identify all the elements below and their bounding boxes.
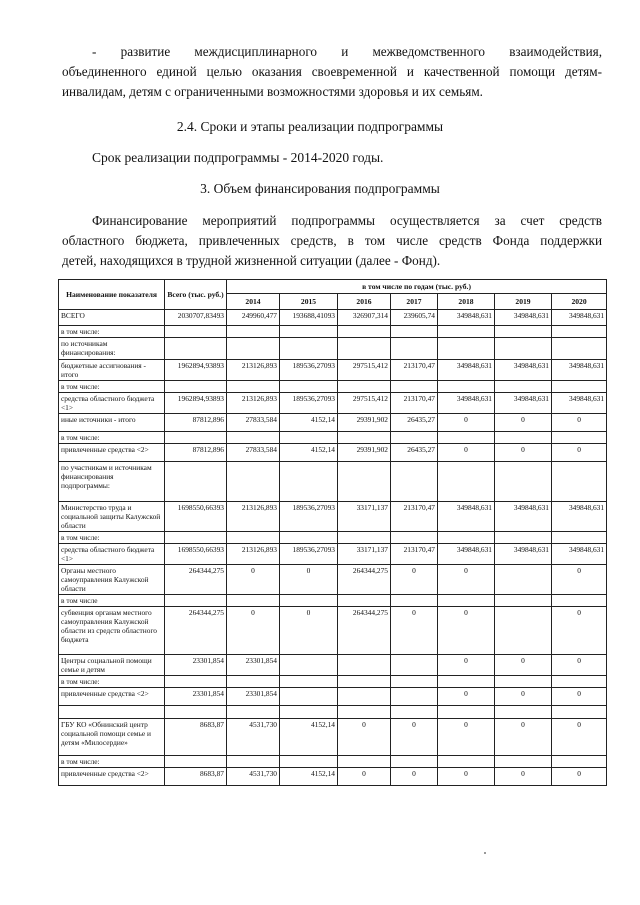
row-year-value: 349848,631 [495,310,552,326]
table-row [59,326,607,338]
row-year-value [391,432,438,444]
row-year-value [280,381,338,393]
row-year-value [227,595,280,607]
table-row [59,768,607,786]
row-year-value [280,462,338,502]
header-name: Наименование показателя [59,280,165,310]
row-year-value: 0 [438,768,495,786]
row-label: субвенция органам местного самоуправления Калужской области из средств областного бюджета [59,607,165,655]
row-year-value: 0 [280,607,338,655]
intro-paragraph [62,42,602,102]
row-label: Органы местного самоуправления Калужской области [59,565,165,595]
row-total: 8683,87 [165,719,227,756]
row-label: ВСЕГО [59,310,165,326]
table-row [59,444,607,462]
row-year-value: 0 [391,768,438,786]
row-year-value [227,462,280,502]
row-year-value: 0 [338,719,391,756]
row-year-value: 0 [552,688,607,706]
row-year-value: 0 [438,414,495,432]
finance-line-2: областного бюджета, привлеченных средств, в том числе средств Фонда поддержки [62,233,602,248]
table-row [59,338,607,360]
header-year: 2014 [227,294,280,310]
row-label: в том числе: [59,532,165,544]
row-total: 23301,854 [165,655,227,676]
row-year-value [338,326,391,338]
table-row [59,544,607,565]
row-year-value [552,676,607,688]
row-year-value [338,706,391,719]
row-total: 1962894,93893 [165,360,227,381]
row-year-value: 4152,14 [280,719,338,756]
row-year-value: 0 [438,719,495,756]
row-year-value [495,532,552,544]
row-year-value: 349848,631 [552,393,607,414]
row-year-value [338,688,391,706]
intro-line-2: объединенного единой целью оказания своевременной и качественной помощи детям- [62,64,602,79]
row-year-value [438,338,495,360]
row-year-value: 33171,137 [338,502,391,532]
row-year-value [495,676,552,688]
row-label: в том числе: [59,326,165,338]
row-year-value [438,462,495,502]
row-label: Министерство труда и социальной защиты Калужской области [59,502,165,532]
row-year-value [495,756,552,768]
row-total: 264344,275 [165,565,227,595]
row-year-value: 29391,902 [338,444,391,462]
row-year-value: 0 [552,565,607,595]
row-year-value [280,655,338,676]
header-year: 2018 [438,294,495,310]
row-year-value [227,381,280,393]
row-total: 23301,854 [165,688,227,706]
row-year-value [552,432,607,444]
row-total [165,326,227,338]
row-year-value [438,756,495,768]
row-total [165,595,227,607]
row-total [165,706,227,719]
row-total: 1962894,93893 [165,393,227,414]
row-year-value: 349848,631 [495,544,552,565]
header-by-years: в том числе по годам (тыс. руб.) [227,280,607,294]
table-row [59,719,607,756]
row-year-value: 0 [495,719,552,756]
row-label: средства областного бюджета <1> [59,393,165,414]
row-year-value [391,532,438,544]
row-year-value: 249960,477 [227,310,280,326]
row-year-value [338,432,391,444]
row-year-value: 297515,412 [338,360,391,381]
finance-paragraph [62,211,602,271]
table-row [59,393,607,414]
header-year: 2016 [338,294,391,310]
intro-line-1: - развитие междисциплинарного и межведомственного взаимодействия, [92,44,602,59]
header-total: Всего (тыс. руб.) [165,280,227,310]
row-year-value: 189536,27093 [280,544,338,565]
row-year-value: 33171,137 [338,544,391,565]
row-year-value: 349848,631 [552,360,607,381]
row-label [59,706,165,719]
row-year-value: 0 [338,768,391,786]
row-year-value: 0 [391,719,438,756]
row-year-value [280,338,338,360]
row-year-value [438,595,495,607]
section-heading-terms: 2.4. Сроки и этапы реализации подпрограммы [176,119,444,134]
row-year-value [391,706,438,719]
row-year-value [280,326,338,338]
row-year-value [227,532,280,544]
table-row [59,414,607,432]
table-row [59,432,607,444]
row-year-value [552,706,607,719]
row-year-value [495,706,552,719]
row-year-value: 27833,584 [227,414,280,432]
row-year-value: 213170,47 [391,393,438,414]
row-total [165,432,227,444]
table-row [59,502,607,532]
row-year-value [391,756,438,768]
row-year-value: 4152,14 [280,768,338,786]
row-label: по источникам финансирования: [59,338,165,360]
row-year-value: 0 [438,655,495,676]
row-year-value [552,462,607,502]
table-body [59,310,607,786]
row-year-value [552,338,607,360]
table-row [59,381,607,393]
row-total [165,462,227,502]
row-year-value [227,676,280,688]
row-year-value [391,338,438,360]
finance-line-1: Финансирование мероприятий подпрограммы осуществляется за счет средств [92,213,602,228]
row-year-value: 26435,27 [391,414,438,432]
header-year: 2017 [391,294,438,310]
table-row [59,565,607,595]
row-label: привлеченные средства <2> [59,688,165,706]
scan-speck [484,852,486,854]
row-year-value: 0 [552,768,607,786]
row-year-value [338,462,391,502]
row-year-value [391,326,438,338]
row-year-value: 349848,631 [495,360,552,381]
row-year-value: 193688,41093 [280,310,338,326]
row-year-value: 213170,47 [391,544,438,565]
row-total: 8683,87 [165,768,227,786]
row-year-value [338,595,391,607]
row-year-value: 0 [227,607,280,655]
row-year-value [438,676,495,688]
row-label: в том числе: [59,381,165,393]
row-label: средства областного бюджета <1> [59,544,165,565]
row-year-value [495,338,552,360]
row-year-value: 349848,631 [552,502,607,532]
row-label: в том числе: [59,432,165,444]
row-year-value: 0 [438,607,495,655]
table-row [59,655,607,676]
row-total [165,756,227,768]
row-year-value [438,326,495,338]
row-label: иные источники - итого [59,414,165,432]
row-year-value [495,432,552,444]
row-year-value [227,756,280,768]
row-year-value: 349848,631 [438,360,495,381]
row-label: ГБУ КО «Обнинский центр социальной помощи семье и детям «Милосердие» [59,719,165,756]
row-label: привлеченные средства <2> [59,444,165,462]
row-year-value: 349848,631 [438,310,495,326]
row-year-value: 213170,47 [391,502,438,532]
row-year-value: 0 [552,719,607,756]
finance-line-3: детей, находящихся в трудной жизненной ситуации (далее - Фонд). [62,253,441,268]
financing-table [58,279,607,786]
table-row [59,595,607,607]
row-year-value: 0 [391,565,438,595]
row-year-value: 349848,631 [495,393,552,414]
row-year-value: 264344,275 [338,607,391,655]
table-row [59,676,607,688]
table-row [59,360,607,381]
row-year-value [391,381,438,393]
row-year-value [280,532,338,544]
row-year-value [552,532,607,544]
row-label: в том числе [59,595,165,607]
header-year: 2015 [280,294,338,310]
row-year-value [438,432,495,444]
row-total: 2030707,83493 [165,310,227,326]
row-year-value [280,676,338,688]
row-year-value [495,607,552,655]
row-year-value: 297515,412 [338,393,391,414]
row-year-value: 239605,74 [391,310,438,326]
row-year-value: 23301,854 [227,688,280,706]
row-year-value: 0 [552,444,607,462]
row-label: бюджетные ассигнования - итого [59,360,165,381]
row-year-value: 326907,314 [338,310,391,326]
table-row [59,310,607,326]
row-year-value [338,655,391,676]
row-year-value: 349848,631 [552,310,607,326]
table-row [59,688,607,706]
row-year-value: 29391,902 [338,414,391,432]
table-row [59,706,607,719]
row-year-value: 349848,631 [438,502,495,532]
row-label: в том числе: [59,756,165,768]
row-year-value: 0 [495,444,552,462]
row-total: 87812,896 [165,414,227,432]
row-year-value [227,338,280,360]
row-year-value [338,338,391,360]
row-label: привлеченные средства <2> [59,768,165,786]
row-year-value [495,326,552,338]
row-year-value [495,595,552,607]
row-year-value [552,595,607,607]
row-year-value [338,532,391,544]
row-year-value [438,381,495,393]
row-year-value: 27833,584 [227,444,280,462]
row-total: 87812,896 [165,444,227,462]
table-row [59,756,607,768]
row-label: Центры социальной помощи семье и детям [59,655,165,676]
table-row [59,462,607,502]
row-year-value [391,462,438,502]
row-year-value [338,381,391,393]
header-year: 2020 [552,294,607,310]
row-total [165,532,227,544]
row-year-value [338,676,391,688]
row-year-value: 0 [391,607,438,655]
row-year-value: 0 [495,414,552,432]
row-year-value: 213126,893 [227,544,280,565]
header-year: 2019 [495,294,552,310]
row-total: 1698550,66393 [165,544,227,565]
row-year-value [495,565,552,595]
row-year-value: 213126,893 [227,360,280,381]
row-year-value [391,655,438,676]
row-year-value [391,688,438,706]
row-year-value [280,432,338,444]
row-total [165,338,227,360]
row-year-value: 189536,27093 [280,502,338,532]
row-year-value: 189536,27093 [280,360,338,381]
row-year-value [280,756,338,768]
row-year-value: 0 [495,655,552,676]
row-year-value: 26435,27 [391,444,438,462]
row-total [165,676,227,688]
row-year-value: 0 [495,768,552,786]
row-year-value: 349848,631 [438,544,495,565]
row-year-value: 349848,631 [552,544,607,565]
row-year-value [495,381,552,393]
row-year-value [227,432,280,444]
row-year-value [391,676,438,688]
row-total: 264344,275 [165,607,227,655]
row-year-value: 0 [438,688,495,706]
row-total: 1698550,66393 [165,502,227,532]
row-year-value: 189536,27093 [280,393,338,414]
row-year-value [552,326,607,338]
row-year-value: 213126,893 [227,502,280,532]
row-total [165,381,227,393]
row-year-value [338,756,391,768]
row-year-value: 0 [552,655,607,676]
row-label: по участникам и источникам финансирования подпрограммы: [59,462,165,502]
row-year-value [552,381,607,393]
row-year-value: 0 [227,565,280,595]
row-year-value [552,756,607,768]
row-year-value: 4531,730 [227,719,280,756]
row-year-value [280,595,338,607]
row-year-value [438,706,495,719]
row-year-value [227,326,280,338]
section-heading-finance: 3. Объем финансирования подпрограммы [200,181,440,196]
row-year-value: 0 [438,444,495,462]
row-year-value: 0 [280,565,338,595]
row-year-value [227,706,280,719]
row-year-value [495,462,552,502]
row-year-value: 213170,47 [391,360,438,381]
row-year-value: 349848,631 [438,393,495,414]
row-year-value: 264344,275 [338,565,391,595]
row-year-value: 23301,854 [227,655,280,676]
row-year-value [280,688,338,706]
row-year-value: 349848,631 [495,502,552,532]
intro-line-3: инвалидам, детям с ограниченными возможностями здоровья и их семьям. [62,84,483,99]
row-year-value: 4531,730 [227,768,280,786]
table-row [59,607,607,655]
row-year-value: 0 [552,607,607,655]
row-year-value [280,706,338,719]
term-text: Срок реализации подпрограммы - 2014-2020 годы. [92,150,384,165]
row-year-value [438,532,495,544]
table-row [59,532,607,544]
row-year-value: 4152,14 [280,414,338,432]
row-year-value: 0 [438,565,495,595]
row-year-value: 4152,14 [280,444,338,462]
row-year-value: 0 [552,414,607,432]
row-year-value [391,595,438,607]
row-year-value: 0 [495,688,552,706]
row-label: в том числе: [59,676,165,688]
row-year-value: 213126,893 [227,393,280,414]
